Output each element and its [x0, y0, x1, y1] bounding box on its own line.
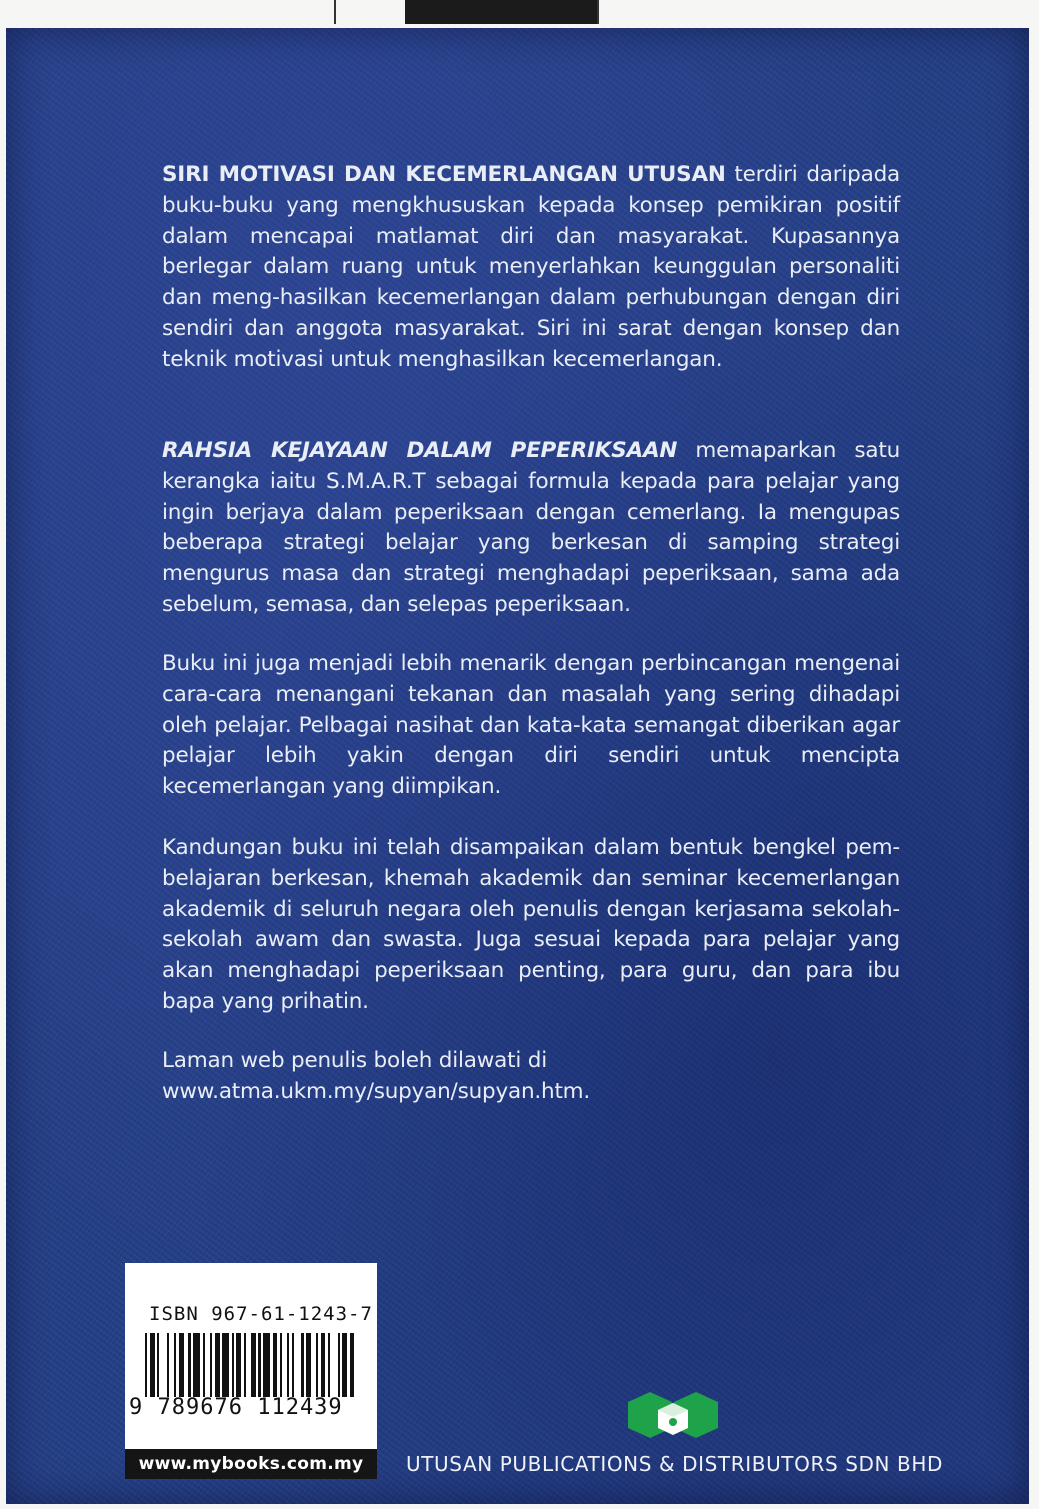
barcode-space: [330, 1333, 337, 1397]
barcode-space: [294, 1333, 301, 1397]
logo-dot: [669, 1418, 677, 1426]
content-paragraph: Buku ini juga menjadi lebih menarik dengan perbincangan mengenai cara-cara menangani tekanan dan masalah yang sering dihadapi oleh pelajar. Pelbagai nasihat dan kata-kata semangat diberikan agar pelajar lebih yakin dengan diri sendiri untuk mencipta kecemerlangan yang diimpikan.: [162, 651, 900, 800]
barcode-bar: [222, 1333, 229, 1397]
barcode-bar: [263, 1333, 270, 1397]
barcode-space: [354, 1333, 356, 1397]
scan-edge-line: [597, 0, 599, 24]
isbn-number: ISBN 967-61-1243-7: [149, 1303, 373, 1325]
series-description-body: terdiri daripada buku-buku yang mengkhususkan kepada konsep pemikiran positif dalam mencapai matlamat diri dan masyarakat. Kupasannya berlegar dalam ruang untuk menyerlahkan keunggulan personaliti dan meng-hasilkan kecemerlangan dalam perhubungan dengan diri sendiri dan anggota masyarakat. Siri ini sarat dengan konsep dan teknik motivasi untuk menghasilkan kecemerlangan.: [162, 162, 900, 372]
barcode-space: [159, 1333, 166, 1397]
book-description: [162, 436, 900, 621]
publisher-name: UTUSAN PUBLICATIONS & DISTRIBUTORS SDN BHD: [406, 1452, 943, 1476]
barcode-sticker: [125, 1263, 377, 1449]
barcode-bars: [145, 1333, 357, 1397]
series-description: [162, 160, 900, 376]
book-description-body: memaparkan satu kerangka iaitu S.M.A.R.T sebagai formula kepada para pelajar yang ingin berjaya dalam peperiksaan dengan cemerlang. Ia mengupas beberapa strategi belajar yang berkesan di samping strategi mengurus masa dan strategi menghadapi peperiksaan, sama ada sebelum, semasa, dan selepas peperiksaan.: [162, 438, 900, 617]
mybooks-url-label: www.mybooks.com.my: [125, 1449, 377, 1479]
website-intro: Laman web penulis boleh dilawati di: [162, 1048, 547, 1073]
workshop-paragraph: Kandungan buku ini telah disampaikan dalam bentuk bengkel pem-belajaran berkesan, khemah akademik dan seminar kecemerlangan akademik di seluruh negara oleh penulis dengan kerjasama sekolah-sekolah awam dan swasta. Juga sesuai kepada para pelajar yang akan menghadapi peperiksaan penting, para guru, dan para ibu bapa yang prihatin.: [162, 835, 900, 1014]
website-url: www.atma.ukm.my/supyan/supyan.htm.: [162, 1078, 591, 1104]
scan-edge-line: [334, 0, 336, 24]
top-binding-tab: [405, 0, 597, 24]
barcode-digits: 9 789676 112439: [129, 1395, 343, 1420]
publisher-logo-icon: [628, 1388, 718, 1444]
barcode-bar: [193, 1333, 200, 1397]
series-title: SIRI MOTIVASI DAN KECEMERLANGAN UTUSAN: [162, 162, 726, 187]
book-title: RAHSIA KEJAYAAN DALAM PEPERIKSAAN: [162, 438, 678, 463]
author-website-paragraph: [162, 1046, 900, 1108]
